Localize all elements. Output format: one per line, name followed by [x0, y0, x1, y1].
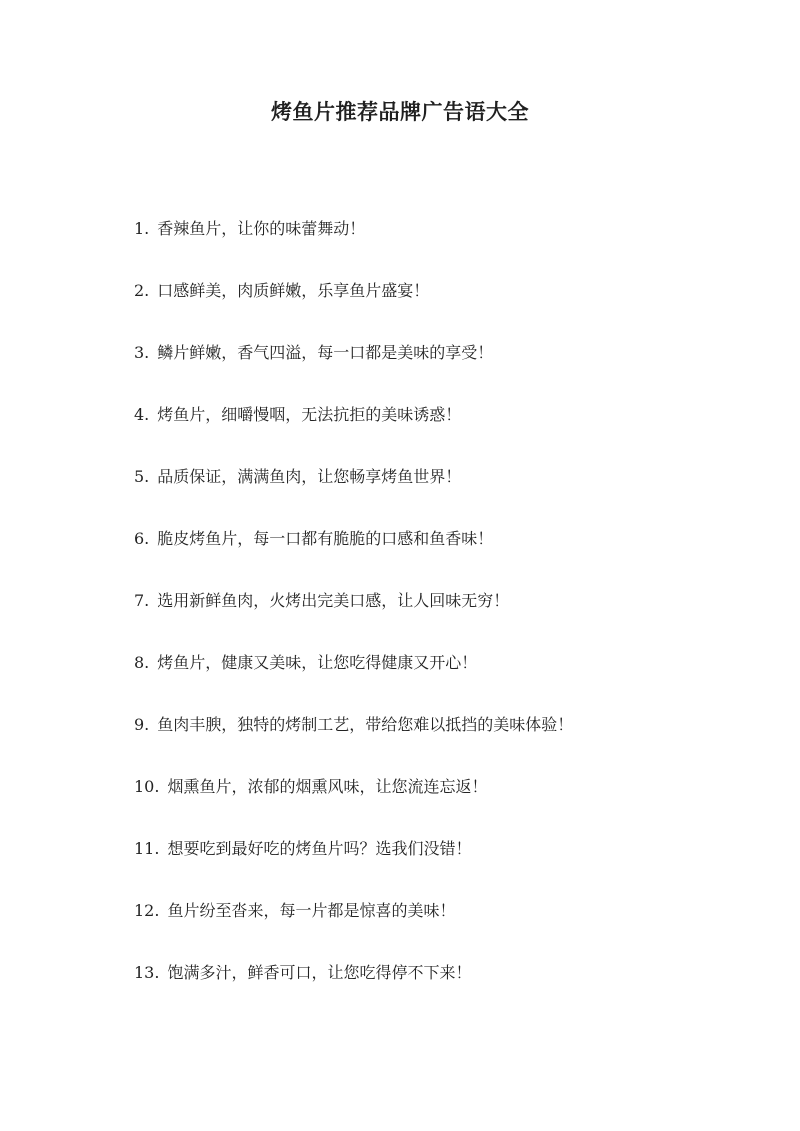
item-number: 7. [134, 591, 150, 610]
item-number: 8. [134, 653, 150, 672]
item-text: 脆皮烤鱼片，每一口都有脆脆的口感和鱼香味！ [157, 529, 494, 548]
item-text: 想要吃到最好吃的烤鱼片吗？选我们没错！ [167, 839, 472, 858]
item-number: 1. [134, 219, 150, 238]
list-item [134, 528, 754, 590]
list-item [134, 466, 754, 528]
list-item [134, 776, 754, 838]
item-text: 口感鲜美，肉质鲜嫩，乐享鱼片盛宴！ [157, 281, 430, 300]
item-number: 6. [134, 529, 150, 548]
list-item [134, 714, 754, 776]
item-text: 饱满多汁，鲜香可口，让您吃得停不下来！ [167, 963, 472, 982]
item-text: 品质保证，满满鱼肉，让您畅享烤鱼世界！ [157, 467, 462, 486]
item-number: 13. [134, 963, 160, 982]
list-item [134, 342, 754, 404]
item-number: 11. [134, 839, 160, 858]
list-item [134, 590, 754, 652]
item-number: 4. [134, 405, 150, 424]
item-text: 烟熏鱼片，浓郁的烟熏风味，让您流连忘返！ [167, 777, 488, 796]
list-item [134, 652, 754, 714]
item-text: 鳞片鲜嫩，香气四溢，每一口都是美味的享受！ [157, 343, 494, 362]
item-number: 9. [134, 715, 150, 734]
list-item [134, 838, 754, 900]
item-text: 香辣鱼片，让你的味蕾舞动！ [157, 219, 366, 238]
item-number: 2. [134, 281, 150, 300]
document-title: 烤鱼片推荐品牌广告语大全 [271, 99, 529, 124]
item-text: 鱼片纷至沓来，每一片都是惊喜的美味！ [167, 901, 456, 920]
list-item [134, 404, 754, 466]
list-item [134, 218, 754, 280]
slogan-list [134, 218, 754, 1024]
item-number: 12. [134, 901, 160, 920]
item-text: 鱼肉丰腴，独特的烤制工艺，带给您难以抵挡的美味体验！ [157, 715, 574, 734]
item-number: 5. [134, 467, 150, 486]
item-number: 3. [134, 343, 150, 362]
item-number: 10. [134, 777, 160, 796]
list-item [134, 280, 754, 342]
list-item [134, 962, 754, 1024]
item-text: 烤鱼片，健康又美味，让您吃得健康又开心！ [157, 653, 478, 672]
list-item [134, 900, 754, 962]
item-text: 选用新鲜鱼肉，火烤出完美口感，让人回味无穷！ [157, 591, 510, 610]
item-text: 烤鱼片，细嚼慢咽，无法抗拒的美味诱惑！ [157, 405, 462, 424]
